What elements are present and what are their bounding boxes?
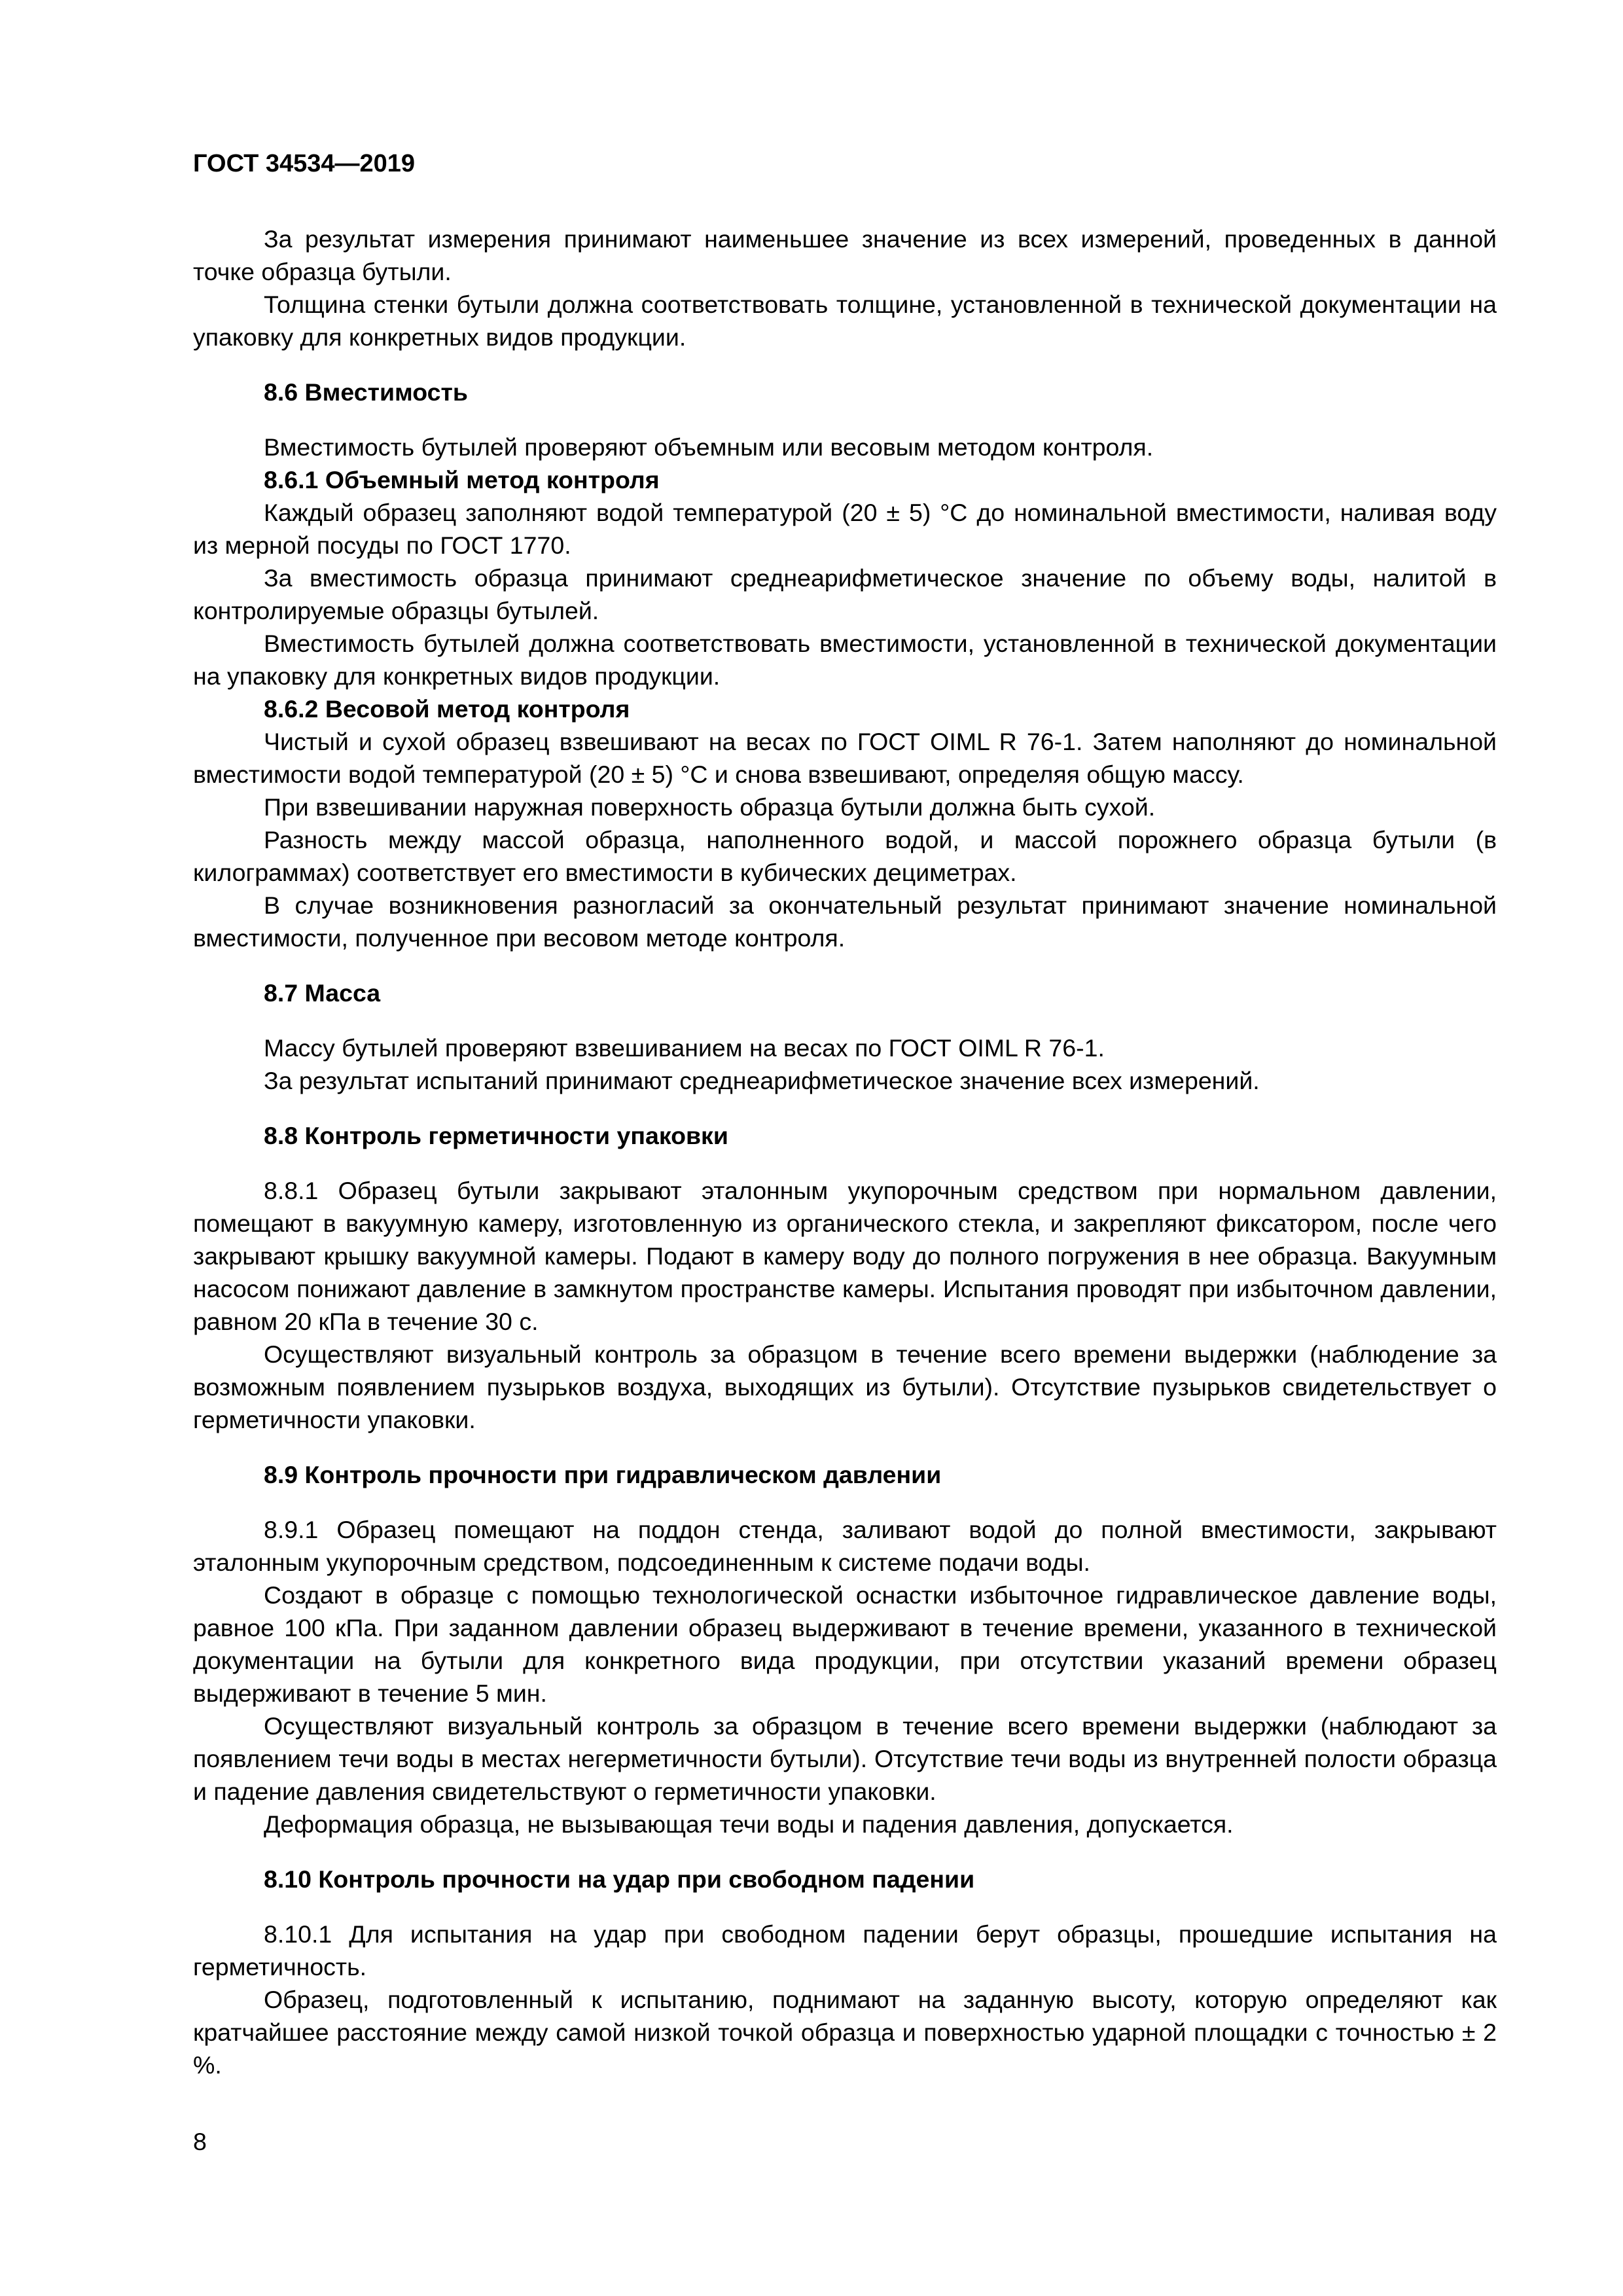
document-id: ГОСТ 34534—2019 (193, 150, 416, 177)
section-heading: 8.10 Контроль прочности на удар при свободном падении (264, 1865, 975, 1893)
paragraph: Вместимость бутылей должна соответствовать вместимости, установленной в технической документации на упаковку для конкретных видов продукции. (193, 630, 1497, 690)
section-heading: 8.6 Вместимость (264, 378, 468, 406)
paragraph: Вместимость бутылей проверяют объемным или весовым методом контроля. (264, 433, 1154, 461)
paragraph: Образец, подготовленный к испытанию, поднимают на заданную высоту, которую определяют как кратчайшее расстояние между самой низкой точкой образца и поверхностью ударной площадки с точностью ± 2 %. (193, 1986, 1497, 2079)
paragraph: За результат измерения принимают наименьшее значение из всех измерений, проведенных в данной точке образца бутыли. (193, 225, 1497, 285)
paragraph: Каждый образец заполняют водой температурой (20 ± 5) °С до номинальной вместимости, наливая воду из мерной посуды по ГОСТ 1770. (193, 499, 1497, 559)
paragraph: Массу бутылей проверяют взвешиванием на весах по ГОСТ OIML R 76-1. (264, 1034, 1105, 1062)
section-heading: 8.7 Масса (264, 979, 381, 1007)
paragraph: Осуществляют визуальный контроль за образцом в течение всего времени выдержки (наблюдение за возможным появлением пузырьков воздуха, выходящих из бутыли). Отсутствие пузырьков свидетельствует о герметичности упаковки. (193, 1340, 1497, 1433)
paragraph: За вместимость образца принимают среднеарифметическое значение по объему воды, налитой в контролируемые образцы бутылей. (193, 564, 1497, 624)
paragraph: 8.8.1 Образец бутыли закрывают эталонным укупорочным средством при нормальном давлении, помещают в вакуумную камеру, изготовленную из органического стекла, и закрепляют фиксатором, после чего закрывают крышку вакуумной камеры. Подают в камеру воду до полного погружения в нее образца. Вакуумным насосом понижают давление в замкнутом пространстве камеры. Испытания проводят при избыточном давлении, равном 20 кПа в течение 30 с. (193, 1177, 1497, 1335)
paragraph: Создают в образце с помощью технологической оснастки избыточное гидравлическое давление воды, равное 100 кПа. При заданном давлении образец выдерживают в течение времени, указанного в технической документации на бутыли для конкретного вида продукции, при отсутствии указаний времени образец выдерживают в течение 5 мин. (193, 1581, 1497, 1707)
paragraph: 8.9.1 Образец помещают на поддон стенда, заливают водой до полной вместимости, закрывают эталонным укупорочным средством, подсоединенным к системе подачи воды. (193, 1516, 1497, 1576)
paragraph: За результат испытаний принимают среднеарифметическое значение всех измерений. (264, 1067, 1260, 1094)
page-number: 8 (193, 2128, 207, 2155)
subsection-heading: 8.6.2 Весовой метод контроля (264, 695, 630, 723)
paragraph: В случае возникновения разногласий за окончательный результат принимают значение номинальной вместимости, полученное при весовом методе контроля. (193, 891, 1497, 952)
subsection-heading: 8.6.1 Объемный метод контроля (264, 466, 660, 493)
paragraph: 8.10.1 Для испытания на удар при свободном падении берут образцы, прошедшие испытания на герметичность. (193, 1920, 1497, 1981)
paragraph: Деформация образца, не вызывающая течи воды и падения давления, допускается. (264, 1810, 1234, 1838)
document-body (193, 223, 1497, 2081)
paragraph: Чистый и сухой образец взвешивают на весах по ГОСТ OIML R 76-1. Затем наполняют до номинальной вместимости водой температурой (20 ± 5) °С и снова взвешивают, определяя общую массу. (193, 728, 1497, 788)
paragraph: Разность между массой образца, наполненного водой, и массой порожнего образца бутыли (в килограммах) соответствует его вместимости в кубических дециметрах. (193, 826, 1497, 886)
paragraph: Осуществляют визуальный контроль за образцом в течение всего времени выдержки (наблюдают за появлением течи воды в местах негерметичности бутыли). Отсутствие течи воды из внутренней полости образца и падение давления свидетельствуют о герметичности упаковки. (193, 1712, 1497, 1805)
paragraph: Толщина стенки бутыли должна соответствовать толщине, установленной в технической документации на упаковку для конкретных видов продукции. (193, 291, 1497, 351)
section-heading: 8.8 Контроль герметичности упаковки (264, 1122, 728, 1149)
section-heading: 8.9 Контроль прочности при гидравлическом давлении (264, 1461, 942, 1488)
paragraph: При взвешивании наружная поверхность образца бутыли должна быть сухой. (264, 793, 1156, 821)
